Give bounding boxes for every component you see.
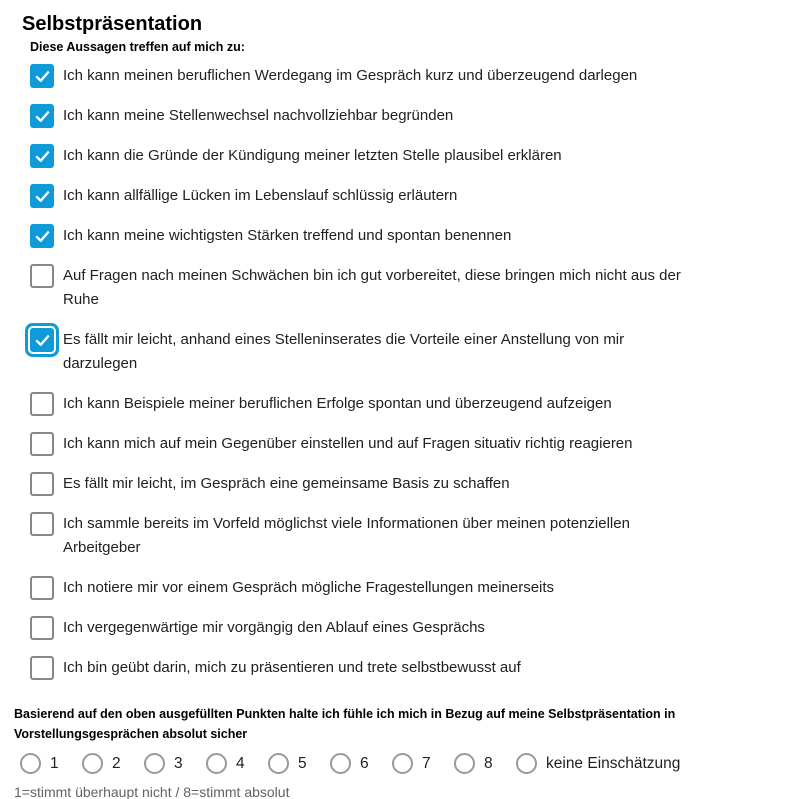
checkbox-label[interactable]: Ich kann allfällige Lücken im Lebenslauf schlüssig erläutern [63, 187, 458, 204]
rating-option [268, 753, 330, 774]
radio-button[interactable] [392, 753, 413, 774]
checkbox-row [30, 224, 771, 248]
checkbox-label[interactable]: Ich kann meine Stellenwechsel nachvollziehbar begründen [63, 107, 454, 124]
radio-label[interactable]: 8 [484, 754, 493, 772]
checkmark-icon [33, 67, 52, 86]
radio-button[interactable] [20, 753, 41, 774]
radio-label[interactable]: 7 [422, 754, 431, 772]
checkbox-row [30, 656, 771, 680]
checkbox[interactable] [30, 224, 54, 248]
radio-button[interactable] [206, 753, 227, 774]
radio-button[interactable] [330, 753, 351, 774]
checkbox-row [30, 432, 771, 456]
checkbox-label[interactable]: Ich bin geübt darin, mich zu präsentieren und trete selbstbewusst auf [63, 659, 521, 676]
rating-question: Basierend auf den oben ausgefüllten Punkten halte ich fühle ich mich in Bezug auf meine Selbstpräsentation in Vorstellungsgesprächen absolut sicher [14, 707, 676, 741]
checkbox[interactable] [30, 104, 54, 128]
checkbox-row [30, 184, 771, 208]
checkbox-row [30, 144, 771, 168]
radio-label[interactable]: 3 [174, 754, 183, 772]
rating-option [392, 753, 454, 774]
radio-label[interactable]: keine Einschätzung [546, 754, 681, 772]
rating-option [20, 753, 82, 774]
checkmark-icon [33, 331, 52, 350]
checkbox[interactable] [30, 576, 54, 600]
checklist-prompt: Diese Aussagen treffen auf mich zu: [30, 40, 245, 54]
radio-label[interactable]: 1 [50, 754, 59, 772]
radio-button[interactable] [268, 753, 289, 774]
checkbox[interactable] [30, 144, 54, 168]
checkmark-icon [33, 187, 52, 206]
rating-option [82, 753, 144, 774]
checkbox-row [30, 576, 771, 600]
checkbox[interactable] [30, 512, 54, 536]
checkbox-row [30, 472, 771, 496]
radio-button[interactable] [82, 753, 103, 774]
rating-option [454, 753, 516, 774]
checkbox[interactable] [30, 392, 54, 416]
radio-label[interactable]: 5 [298, 754, 307, 772]
checkbox-label[interactable]: Es fällt mir leicht, im Gespräch eine gemeinsame Basis zu schaffen [63, 475, 510, 492]
checkmark-icon [33, 227, 52, 246]
radio-button[interactable] [516, 753, 537, 774]
checkbox-row [30, 64, 771, 88]
scale-hint: 1=stimmt überhaupt nicht / 8=stimmt absolut [14, 784, 290, 799]
checkbox[interactable] [30, 264, 54, 288]
rating-scale [20, 753, 771, 774]
rating-option-no-answer [516, 753, 680, 774]
checkbox[interactable] [30, 184, 54, 208]
checkbox[interactable] [30, 64, 54, 88]
rating-option [330, 753, 392, 774]
checkbox-label[interactable]: Ich kann meine wichtigsten Stärken treffend und spontan benennen [63, 227, 512, 244]
checkbox-label[interactable]: Ich kann die Gründe der Kündigung meiner letzten Stelle plausibel erklären [63, 147, 562, 164]
checkbox-row [30, 264, 771, 312]
radio-button[interactable] [144, 753, 165, 774]
radio-label[interactable]: 2 [112, 754, 121, 772]
checkmark-icon [33, 147, 52, 166]
radio-label[interactable]: 6 [360, 754, 369, 772]
checkbox-row [30, 616, 771, 640]
page-title: Selbstpräsentation [22, 13, 203, 35]
checkbox-row [30, 512, 771, 560]
checkbox-label[interactable]: Ich sammle bereits im Vorfeld möglichst viele Informationen über meinen potenziellen Arbeitgeber [63, 515, 630, 556]
checkbox[interactable] [30, 432, 54, 456]
checkbox-label[interactable]: Ich kann mich auf mein Gegenüber einstellen und auf Fragen situativ richtig reagieren [63, 435, 633, 452]
checkbox-label[interactable]: Es fällt mir leicht, anhand eines Stelleninserates die Vorteile einer Anstellung von mir darzulegen [63, 331, 625, 372]
checkbox-label[interactable]: Ich notiere mir vor einem Gespräch mögliche Fragestellungen meinerseits [63, 579, 555, 596]
checkbox-row [30, 104, 771, 128]
radio-button[interactable] [454, 753, 475, 774]
checkbox-label[interactable]: Ich vergegenwärtige mir vorgängig den Ablauf eines Gesprächs [63, 619, 485, 636]
checkbox-label[interactable]: Ich kann Beispiele meiner beruflichen Erfolge spontan und überzeugend aufzeigen [63, 395, 612, 412]
checkbox[interactable] [30, 472, 54, 496]
checkbox[interactable] [30, 656, 54, 680]
checkbox[interactable] [30, 328, 54, 352]
checkbox-row [30, 328, 771, 376]
rating-option [206, 753, 268, 774]
checklist [30, 64, 771, 680]
rating-option [144, 753, 206, 774]
checkbox-row [30, 392, 771, 416]
checkbox-label[interactable]: Auf Fragen nach meinen Schwächen bin ich gut vorbereitet, diese bringen mich nicht aus der Ruhe [63, 267, 681, 308]
checkbox-label[interactable]: Ich kann meinen beruflichen Werdegang im Gespräch kurz und überzeugend darlegen [63, 67, 638, 84]
radio-label[interactable]: 4 [236, 754, 245, 772]
checkbox[interactable] [30, 616, 54, 640]
checkmark-icon [33, 107, 52, 126]
